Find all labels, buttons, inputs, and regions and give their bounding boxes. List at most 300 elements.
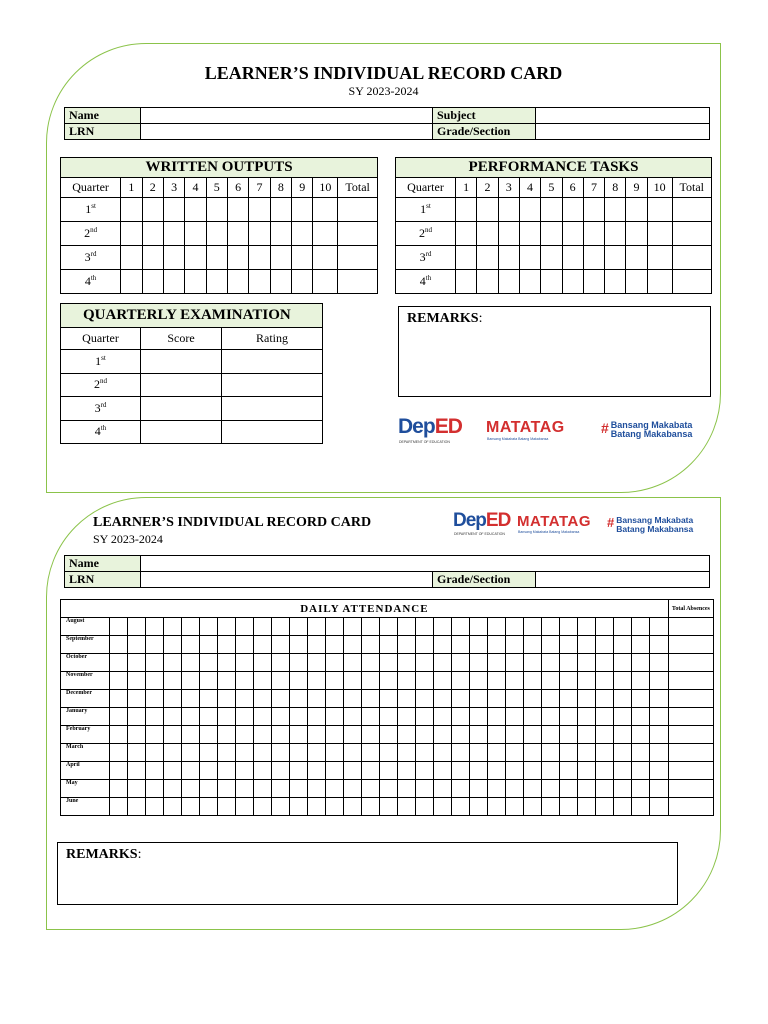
attendance-cell[interactable] — [218, 672, 236, 690]
score-cell[interactable] — [626, 270, 647, 294]
attendance-cell[interactable] — [236, 780, 254, 798]
attendance-cell[interactable] — [668, 690, 713, 708]
attendance-cell[interactable] — [542, 780, 560, 798]
attendance-cell[interactable] — [596, 744, 614, 762]
attendance-cell[interactable] — [668, 726, 713, 744]
attendance-cell[interactable] — [308, 672, 326, 690]
score-cell[interactable] — [121, 222, 142, 246]
attendance-cell[interactable] — [182, 654, 200, 672]
score-cell[interactable] — [562, 246, 583, 270]
attendance-cell[interactable] — [290, 672, 308, 690]
attendance-cell[interactable] — [614, 672, 632, 690]
attendance-cell[interactable] — [110, 690, 128, 708]
attendance-cell[interactable] — [326, 618, 344, 636]
attendance-cell[interactable] — [308, 726, 326, 744]
attendance-cell[interactable] — [308, 780, 326, 798]
attendance-cell[interactable] — [398, 636, 416, 654]
attendance-cell[interactable] — [488, 672, 506, 690]
rating-cell[interactable] — [222, 397, 323, 421]
attendance-cell[interactable] — [524, 654, 542, 672]
score-cell[interactable] — [498, 270, 519, 294]
attendance-cell[interactable] — [434, 654, 452, 672]
score-cell[interactable] — [647, 246, 672, 270]
attendance-cell[interactable] — [488, 636, 506, 654]
attendance-cell[interactable] — [416, 780, 434, 798]
score-cell[interactable] — [605, 222, 626, 246]
attendance-cell[interactable] — [254, 690, 272, 708]
attendance-cell[interactable] — [182, 708, 200, 726]
attendance-cell[interactable] — [236, 654, 254, 672]
attendance-cell[interactable] — [650, 708, 668, 726]
attendance-cell[interactable] — [164, 672, 182, 690]
attendance-cell[interactable] — [182, 690, 200, 708]
attendance-cell[interactable] — [560, 672, 578, 690]
score-cell[interactable] — [498, 198, 519, 222]
attendance-cell[interactable] — [596, 636, 614, 654]
attendance-cell[interactable] — [128, 690, 146, 708]
attendance-cell[interactable] — [650, 636, 668, 654]
attendance-cell[interactable] — [362, 798, 380, 816]
attendance-cell[interactable] — [128, 780, 146, 798]
attendance-cell[interactable] — [542, 672, 560, 690]
attendance-cell[interactable] — [506, 708, 524, 726]
attendance-cell[interactable] — [632, 636, 650, 654]
attendance-cell[interactable] — [434, 618, 452, 636]
remarks-box[interactable] — [57, 842, 678, 905]
attendance-cell[interactable] — [596, 618, 614, 636]
attendance-cell[interactable] — [182, 780, 200, 798]
grade-section-field[interactable] — [536, 572, 710, 588]
attendance-cell[interactable] — [344, 636, 362, 654]
attendance-cell[interactable] — [470, 780, 488, 798]
attendance-cell[interactable] — [236, 690, 254, 708]
rating-cell[interactable] — [222, 420, 323, 444]
score-cell[interactable] — [185, 246, 206, 270]
attendance-cell[interactable] — [488, 708, 506, 726]
attendance-cell[interactable] — [362, 780, 380, 798]
attendance-cell[interactable] — [452, 672, 470, 690]
attendance-cell[interactable] — [218, 744, 236, 762]
attendance-cell[interactable] — [488, 798, 506, 816]
attendance-cell[interactable] — [272, 636, 290, 654]
attendance-cell[interactable] — [236, 798, 254, 816]
attendance-cell[interactable] — [470, 798, 488, 816]
attendance-cell[interactable] — [272, 672, 290, 690]
attendance-cell[interactable] — [200, 726, 218, 744]
attendance-cell[interactable] — [596, 654, 614, 672]
attendance-cell[interactable] — [272, 654, 290, 672]
attendance-cell[interactable] — [272, 708, 290, 726]
attendance-cell[interactable] — [398, 672, 416, 690]
attendance-cell[interactable] — [362, 636, 380, 654]
attendance-cell[interactable] — [488, 726, 506, 744]
attendance-cell[interactable] — [344, 690, 362, 708]
score-cell[interactable] — [249, 222, 270, 246]
attendance-cell[interactable] — [488, 762, 506, 780]
attendance-cell[interactable] — [272, 726, 290, 744]
attendance-cell[interactable] — [506, 654, 524, 672]
attendance-cell[interactable] — [560, 636, 578, 654]
score-cell[interactable] — [338, 198, 378, 222]
attendance-cell[interactable] — [146, 780, 164, 798]
attendance-cell[interactable] — [506, 798, 524, 816]
attendance-cell[interactable] — [164, 636, 182, 654]
attendance-cell[interactable] — [632, 762, 650, 780]
attendance-cell[interactable] — [650, 654, 668, 672]
attendance-cell[interactable] — [596, 726, 614, 744]
attendance-cell[interactable] — [146, 636, 164, 654]
attendance-cell[interactable] — [254, 672, 272, 690]
attendance-cell[interactable] — [416, 654, 434, 672]
attendance-cell[interactable] — [164, 744, 182, 762]
attendance-cell[interactable] — [164, 618, 182, 636]
attendance-cell[interactable] — [146, 690, 164, 708]
score-cell[interactable] — [672, 246, 711, 270]
attendance-cell[interactable] — [308, 654, 326, 672]
attendance-cell[interactable] — [434, 798, 452, 816]
score-cell[interactable] — [605, 270, 626, 294]
name-field[interactable] — [141, 108, 433, 124]
attendance-cell[interactable] — [596, 690, 614, 708]
attendance-cell[interactable] — [632, 654, 650, 672]
score-cell[interactable] — [270, 198, 291, 222]
attendance-cell[interactable] — [506, 762, 524, 780]
attendance-cell[interactable] — [614, 636, 632, 654]
score-cell[interactable] — [498, 222, 519, 246]
attendance-cell[interactable] — [470, 762, 488, 780]
attendance-cell[interactable] — [182, 636, 200, 654]
name-field[interactable] — [141, 556, 710, 572]
score-cell[interactable] — [206, 270, 227, 294]
attendance-cell[interactable] — [596, 762, 614, 780]
attendance-cell[interactable] — [452, 762, 470, 780]
score-cell[interactable] — [163, 222, 184, 246]
attendance-cell[interactable] — [128, 798, 146, 816]
attendance-cell[interactable] — [326, 690, 344, 708]
attendance-cell[interactable] — [128, 744, 146, 762]
attendance-cell[interactable] — [200, 744, 218, 762]
score-cell[interactable] — [206, 246, 227, 270]
attendance-cell[interactable] — [416, 798, 434, 816]
score-cell[interactable] — [583, 222, 604, 246]
attendance-cell[interactable] — [452, 690, 470, 708]
attendance-cell[interactable] — [380, 690, 398, 708]
score-cell[interactable] — [313, 246, 338, 270]
attendance-cell[interactable] — [452, 708, 470, 726]
attendance-cell[interactable] — [578, 654, 596, 672]
score-cell[interactable] — [313, 198, 338, 222]
score-cell[interactable] — [141, 373, 222, 397]
attendance-cell[interactable] — [434, 780, 452, 798]
attendance-cell[interactable] — [668, 672, 713, 690]
attendance-cell[interactable] — [542, 726, 560, 744]
attendance-cell[interactable] — [416, 636, 434, 654]
attendance-cell[interactable] — [236, 618, 254, 636]
attendance-cell[interactable] — [344, 672, 362, 690]
attendance-cell[interactable] — [434, 690, 452, 708]
attendance-cell[interactable] — [488, 744, 506, 762]
attendance-cell[interactable] — [614, 780, 632, 798]
attendance-cell[interactable] — [470, 744, 488, 762]
score-cell[interactable] — [141, 350, 222, 374]
attendance-cell[interactable] — [254, 618, 272, 636]
attendance-cell[interactable] — [362, 708, 380, 726]
attendance-cell[interactable] — [668, 762, 713, 780]
grade-section-field[interactable] — [536, 124, 710, 140]
attendance-cell[interactable] — [380, 708, 398, 726]
attendance-cell[interactable] — [668, 654, 713, 672]
attendance-cell[interactable] — [488, 780, 506, 798]
attendance-cell[interactable] — [434, 744, 452, 762]
attendance-cell[interactable] — [326, 672, 344, 690]
attendance-cell[interactable] — [596, 780, 614, 798]
attendance-cell[interactable] — [452, 726, 470, 744]
attendance-cell[interactable] — [434, 672, 452, 690]
score-cell[interactable] — [519, 198, 540, 222]
attendance-cell[interactable] — [470, 690, 488, 708]
attendance-cell[interactable] — [182, 618, 200, 636]
attendance-cell[interactable] — [362, 654, 380, 672]
attendance-cell[interactable] — [110, 654, 128, 672]
score-cell[interactable] — [605, 198, 626, 222]
attendance-cell[interactable] — [200, 636, 218, 654]
attendance-cell[interactable] — [254, 708, 272, 726]
attendance-cell[interactable] — [290, 762, 308, 780]
score-cell[interactable] — [477, 222, 498, 246]
score-cell[interactable] — [477, 246, 498, 270]
remarks-box[interactable] — [398, 306, 711, 397]
attendance-cell[interactable] — [398, 654, 416, 672]
attendance-cell[interactable] — [398, 744, 416, 762]
score-cell[interactable] — [206, 222, 227, 246]
attendance-cell[interactable] — [164, 654, 182, 672]
attendance-cell[interactable] — [344, 708, 362, 726]
attendance-cell[interactable] — [668, 708, 713, 726]
attendance-cell[interactable] — [416, 726, 434, 744]
attendance-cell[interactable] — [596, 672, 614, 690]
score-cell[interactable] — [227, 270, 248, 294]
attendance-cell[interactable] — [650, 672, 668, 690]
attendance-cell[interactable] — [326, 708, 344, 726]
attendance-cell[interactable] — [380, 780, 398, 798]
attendance-cell[interactable] — [182, 726, 200, 744]
score-cell[interactable] — [313, 270, 338, 294]
attendance-cell[interactable] — [164, 708, 182, 726]
attendance-cell[interactable] — [578, 690, 596, 708]
score-cell[interactable] — [647, 222, 672, 246]
score-cell[interactable] — [185, 222, 206, 246]
score-cell[interactable] — [583, 270, 604, 294]
score-cell[interactable] — [626, 246, 647, 270]
attendance-cell[interactable] — [164, 762, 182, 780]
score-cell[interactable] — [456, 270, 477, 294]
attendance-cell[interactable] — [434, 726, 452, 744]
attendance-cell[interactable] — [416, 744, 434, 762]
attendance-cell[interactable] — [470, 672, 488, 690]
attendance-cell[interactable] — [218, 618, 236, 636]
attendance-cell[interactable] — [650, 780, 668, 798]
attendance-cell[interactable] — [524, 708, 542, 726]
score-cell[interactable] — [227, 198, 248, 222]
attendance-cell[interactable] — [272, 762, 290, 780]
attendance-cell[interactable] — [614, 744, 632, 762]
attendance-cell[interactable] — [614, 708, 632, 726]
score-cell[interactable] — [477, 198, 498, 222]
attendance-cell[interactable] — [146, 708, 164, 726]
attendance-cell[interactable] — [326, 744, 344, 762]
score-cell[interactable] — [519, 222, 540, 246]
score-cell[interactable] — [562, 198, 583, 222]
attendance-cell[interactable] — [416, 672, 434, 690]
attendance-cell[interactable] — [290, 690, 308, 708]
attendance-cell[interactable] — [128, 654, 146, 672]
attendance-cell[interactable] — [398, 726, 416, 744]
score-cell[interactable] — [541, 198, 562, 222]
attendance-cell[interactable] — [614, 618, 632, 636]
attendance-cell[interactable] — [452, 654, 470, 672]
attendance-cell[interactable] — [506, 726, 524, 744]
score-cell[interactable] — [541, 222, 562, 246]
score-cell[interactable] — [456, 198, 477, 222]
attendance-cell[interactable] — [650, 690, 668, 708]
attendance-cell[interactable] — [524, 726, 542, 744]
score-cell[interactable] — [292, 270, 313, 294]
attendance-cell[interactable] — [344, 618, 362, 636]
attendance-cell[interactable] — [200, 798, 218, 816]
attendance-cell[interactable] — [290, 726, 308, 744]
attendance-cell[interactable] — [632, 744, 650, 762]
attendance-cell[interactable] — [218, 726, 236, 744]
attendance-cell[interactable] — [524, 762, 542, 780]
attendance-cell[interactable] — [614, 798, 632, 816]
attendance-cell[interactable] — [542, 744, 560, 762]
attendance-cell[interactable] — [668, 798, 713, 816]
attendance-cell[interactable] — [506, 636, 524, 654]
attendance-cell[interactable] — [524, 618, 542, 636]
attendance-cell[interactable] — [452, 744, 470, 762]
attendance-cell[interactable] — [398, 780, 416, 798]
attendance-cell[interactable] — [632, 708, 650, 726]
attendance-cell[interactable] — [560, 726, 578, 744]
attendance-cell[interactable] — [380, 798, 398, 816]
attendance-cell[interactable] — [380, 618, 398, 636]
attendance-cell[interactable] — [506, 672, 524, 690]
attendance-cell[interactable] — [236, 636, 254, 654]
attendance-cell[interactable] — [380, 726, 398, 744]
score-cell[interactable] — [142, 246, 163, 270]
attendance-cell[interactable] — [398, 798, 416, 816]
attendance-cell[interactable] — [578, 636, 596, 654]
score-cell[interactable] — [185, 198, 206, 222]
attendance-cell[interactable] — [578, 708, 596, 726]
score-cell[interactable] — [519, 270, 540, 294]
attendance-cell[interactable] — [506, 780, 524, 798]
attendance-cell[interactable] — [218, 708, 236, 726]
attendance-cell[interactable] — [308, 798, 326, 816]
attendance-cell[interactable] — [524, 672, 542, 690]
score-cell[interactable] — [672, 222, 711, 246]
attendance-cell[interactable] — [254, 654, 272, 672]
score-cell[interactable] — [142, 222, 163, 246]
attendance-cell[interactable] — [596, 708, 614, 726]
attendance-cell[interactable] — [128, 762, 146, 780]
attendance-cell[interactable] — [254, 744, 272, 762]
attendance-cell[interactable] — [344, 744, 362, 762]
score-cell[interactable] — [626, 222, 647, 246]
score-cell[interactable] — [672, 270, 711, 294]
attendance-cell[interactable] — [362, 762, 380, 780]
attendance-cell[interactable] — [290, 744, 308, 762]
attendance-cell[interactable] — [578, 780, 596, 798]
attendance-cell[interactable] — [398, 762, 416, 780]
attendance-cell[interactable] — [614, 690, 632, 708]
attendance-cell[interactable] — [254, 798, 272, 816]
attendance-cell[interactable] — [146, 744, 164, 762]
attendance-cell[interactable] — [506, 618, 524, 636]
rating-cell[interactable] — [222, 350, 323, 374]
subject-field[interactable] — [536, 108, 710, 124]
attendance-cell[interactable] — [290, 618, 308, 636]
attendance-cell[interactable] — [110, 762, 128, 780]
attendance-cell[interactable] — [488, 654, 506, 672]
attendance-cell[interactable] — [650, 618, 668, 636]
score-cell[interactable] — [142, 198, 163, 222]
score-cell[interactable] — [456, 222, 477, 246]
attendance-cell[interactable] — [110, 636, 128, 654]
score-cell[interactable] — [541, 270, 562, 294]
attendance-cell[interactable] — [470, 708, 488, 726]
attendance-cell[interactable] — [254, 726, 272, 744]
attendance-cell[interactable] — [668, 780, 713, 798]
attendance-cell[interactable] — [650, 762, 668, 780]
score-cell[interactable] — [647, 270, 672, 294]
score-cell[interactable] — [227, 222, 248, 246]
attendance-cell[interactable] — [128, 636, 146, 654]
attendance-cell[interactable] — [146, 798, 164, 816]
attendance-cell[interactable] — [380, 672, 398, 690]
score-cell[interactable] — [541, 246, 562, 270]
attendance-cell[interactable] — [560, 690, 578, 708]
attendance-cell[interactable] — [218, 636, 236, 654]
score-cell[interactable] — [583, 198, 604, 222]
score-cell[interactable] — [249, 246, 270, 270]
attendance-cell[interactable] — [164, 780, 182, 798]
attendance-cell[interactable] — [614, 726, 632, 744]
attendance-cell[interactable] — [416, 690, 434, 708]
attendance-cell[interactable] — [128, 726, 146, 744]
attendance-cell[interactable] — [668, 636, 713, 654]
attendance-cell[interactable] — [542, 708, 560, 726]
attendance-cell[interactable] — [560, 798, 578, 816]
attendance-cell[interactable] — [632, 726, 650, 744]
attendance-cell[interactable] — [110, 618, 128, 636]
attendance-cell[interactable] — [110, 798, 128, 816]
attendance-cell[interactable] — [200, 654, 218, 672]
attendance-cell[interactable] — [218, 690, 236, 708]
attendance-cell[interactable] — [632, 618, 650, 636]
attendance-cell[interactable] — [578, 672, 596, 690]
attendance-cell[interactable] — [326, 762, 344, 780]
attendance-cell[interactable] — [560, 780, 578, 798]
score-cell[interactable] — [519, 246, 540, 270]
attendance-cell[interactable] — [200, 708, 218, 726]
attendance-cell[interactable] — [236, 672, 254, 690]
attendance-cell[interactable] — [110, 780, 128, 798]
score-cell[interactable] — [672, 198, 711, 222]
attendance-cell[interactable] — [668, 744, 713, 762]
attendance-cell[interactable] — [362, 744, 380, 762]
attendance-cell[interactable] — [542, 636, 560, 654]
